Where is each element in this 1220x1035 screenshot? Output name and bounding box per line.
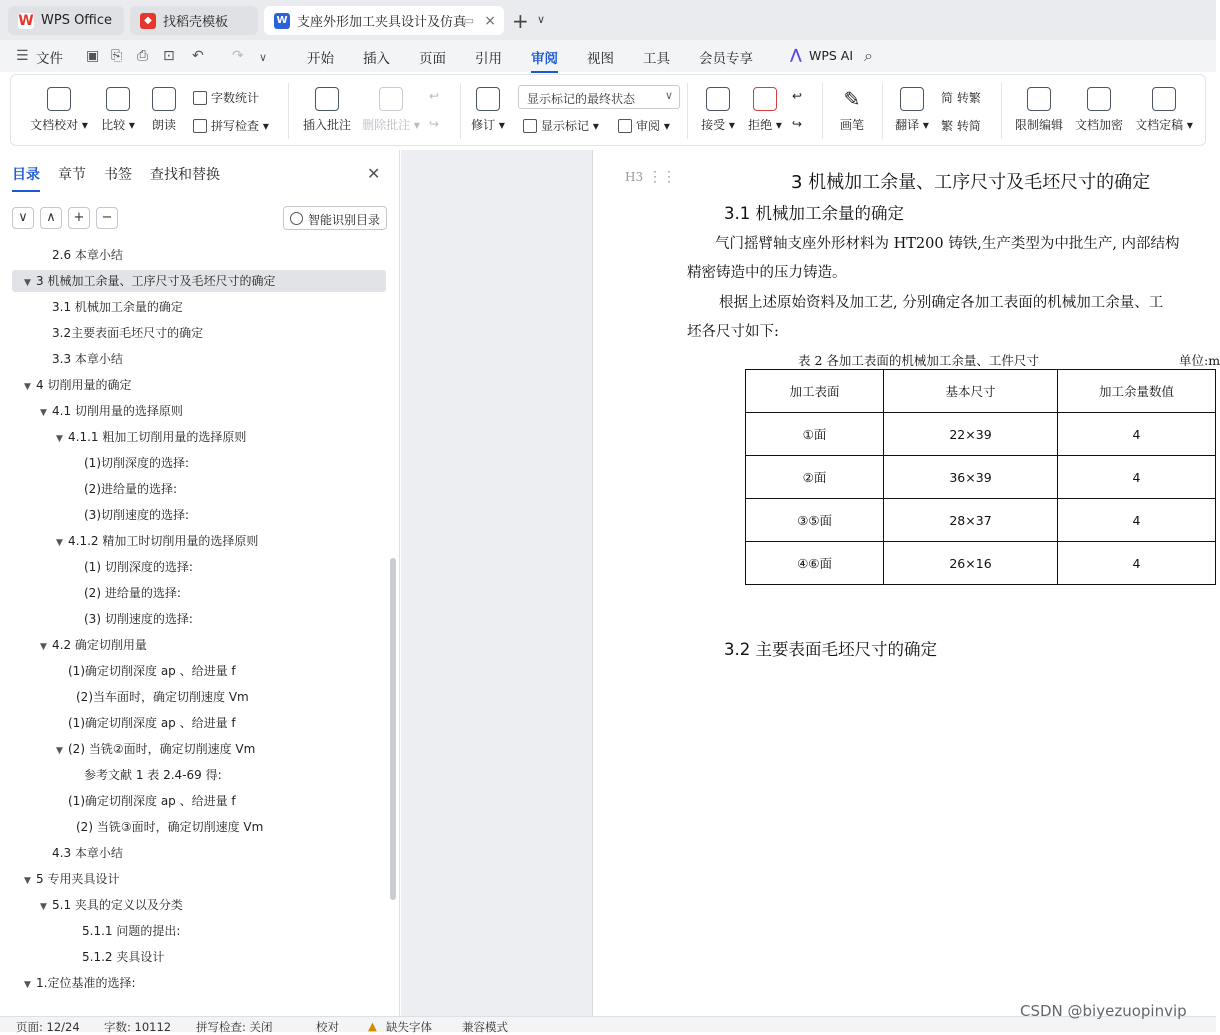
expand-up-button[interactable]: ∧ — [40, 207, 62, 229]
show-markup-label: 显示标记 — [541, 119, 590, 133]
next-change-icon[interactable]: ↪ — [792, 117, 803, 131]
divider — [288, 83, 289, 139]
menu-insert[interactable]: 插入 — [363, 51, 390, 67]
compat-mode-status: 兼容模式 — [462, 1020, 508, 1034]
collapse-all-button[interactable]: ∨ — [12, 207, 34, 229]
toc-item-label: 4.2 确定切削用量 — [52, 638, 147, 652]
toc-item[interactable] — [40, 634, 147, 656]
hamburger-icon[interactable]: ☰ — [16, 48, 29, 64]
table-header: 基本尺寸 — [884, 370, 1058, 413]
table-row — [746, 413, 1216, 456]
toc-item[interactable] — [72, 582, 181, 604]
docer-icon: ◆ — [140, 13, 156, 29]
proof-status[interactable]: 校对 — [316, 1020, 339, 1034]
close-icon[interactable]: ✕ — [367, 164, 381, 183]
finalize-icon — [1152, 87, 1176, 111]
to-simplified-label: 繁 转简 — [941, 119, 981, 133]
nav-tabs — [12, 164, 220, 184]
toc-item-label: (1)确定切削深度 ap 、给进量 f — [68, 794, 236, 808]
accept-label: 接受 — [701, 118, 726, 132]
toc-item[interactable] — [40, 296, 183, 318]
toc-item-label: 4.1.1 粗加工切削用量的选择原则 — [68, 430, 247, 444]
toc-item-label: (1) 切削深度的选择: — [84, 560, 193, 574]
nav-tab-bookmarks[interactable]: 书签 — [104, 167, 132, 183]
toc-item[interactable] — [72, 556, 193, 578]
page-indicator[interactable]: 页面: 12/24 — [16, 1020, 80, 1034]
add-heading-button[interactable]: + — [68, 207, 90, 229]
paragraph-line: 精密铸造中的压力铸造。 — [687, 265, 847, 281]
redo-icon[interactable]: ↷ — [232, 48, 244, 64]
markup-state-value: 显示标记的最终状态 — [527, 92, 636, 106]
delete-comment-label: 删除批注 — [362, 118, 411, 132]
translate-label: 翻译 — [895, 118, 920, 132]
toc-item[interactable] — [72, 452, 189, 474]
toc-item-label: 4 切削用量的确定 — [36, 378, 132, 392]
menu-file[interactable]: 文件 — [36, 51, 63, 67]
toc-item-label: 4.3 本章小结 — [52, 846, 123, 860]
to-traditional-button[interactable] — [941, 89, 981, 106]
document-page[interactable] — [592, 150, 1220, 1016]
heading-3-1: 3.1 机械加工余量的确定 — [724, 204, 904, 223]
toc-scrollbar[interactable] — [390, 558, 396, 900]
review-ribbon — [10, 74, 1206, 146]
table-row — [746, 499, 1216, 542]
word-count-icon — [193, 91, 207, 105]
toc-list — [0, 242, 392, 1012]
divider — [460, 83, 461, 139]
encrypt-icon — [1087, 87, 1111, 111]
word-count-indicator[interactable]: 字数: 10112 — [104, 1020, 172, 1034]
chevron-down-icon[interactable]: ∨ — [259, 51, 268, 64]
watermark: CSDN @biyezuopinvip — [1020, 1002, 1187, 1020]
doc-proof-label: 文档校对 — [30, 118, 79, 132]
toc-item[interactable] — [40, 348, 123, 370]
toc-item[interactable] — [72, 764, 222, 786]
table-cell: ③⑤面 — [746, 499, 884, 542]
table-cell: 4 — [1057, 456, 1215, 499]
read-aloud-icon — [152, 87, 176, 111]
heading-marker: H3 — [625, 170, 644, 184]
word-doc-icon: W — [274, 13, 290, 29]
insert-comment-icon — [315, 87, 339, 111]
table-cell: 4 — [1057, 499, 1215, 542]
menu-wps-ai[interactable]: WPS AI — [809, 48, 854, 63]
divider — [687, 83, 688, 139]
delete-comment-button[interactable]: 删除批注 ▾ — [360, 87, 422, 133]
delete-comment-icon — [379, 87, 403, 111]
toc-item-label: (2)进给量的选择: — [84, 482, 178, 496]
table-cell: 28×37 — [884, 499, 1058, 542]
expand-triangle-icon[interactable]: ▼ — [40, 902, 47, 912]
tab-label: 支座外形加工夹具设计及仿真 — [297, 15, 467, 30]
print-preview-icon[interactable]: ⊡ — [163, 48, 175, 64]
divider — [1001, 83, 1002, 139]
save-icon[interactable]: ▣ — [86, 48, 100, 64]
table-cell: ④⑥面 — [746, 542, 884, 585]
reject-button[interactable]: 拒绝 ▾ — [746, 87, 784, 133]
table-cell: 4 — [1057, 413, 1215, 456]
table-cell: 4 — [1057, 542, 1215, 585]
toc-item-label: 3 机械加工余量、工序尺寸及毛坯尺寸的确定 — [36, 274, 276, 288]
toc-item-label: 参考文献 1 表 2.4-69 得: — [84, 768, 222, 782]
menu-review[interactable]: 审阅 — [531, 47, 558, 67]
accept-button[interactable]: 接受 ▾ — [699, 87, 737, 133]
restrict-edit-button[interactable] — [1013, 87, 1065, 133]
toc-item[interactable] — [70, 920, 180, 942]
menu-page[interactable]: 页面 — [419, 51, 446, 67]
menu-bar — [0, 40, 1216, 72]
nav-tab-find-replace[interactable]: 查找和替换 — [150, 167, 220, 183]
tab-label: 找稻壳模板 — [163, 15, 229, 30]
toc-item-label: 4.1 切削用量的选择原则 — [52, 404, 183, 418]
tab-docer[interactable] — [130, 6, 258, 35]
allowance-table — [745, 369, 1216, 585]
word-count-button[interactable] — [193, 89, 259, 106]
toc-item-label: 5 专用夹具设计 — [36, 872, 120, 886]
read-aloud-button[interactable] — [147, 87, 181, 133]
menu-member[interactable]: 会员专享 — [699, 51, 753, 67]
markup-state-select[interactable] — [518, 85, 680, 109]
table-cell: 26×16 — [884, 542, 1058, 585]
review-pane-label: 审阅 — [636, 119, 661, 133]
reject-icon — [753, 87, 777, 111]
menu-view[interactable]: 视图 — [587, 51, 614, 67]
compare-label: 比较 — [101, 118, 126, 132]
expand-triangle-icon[interactable]: ▼ — [24, 980, 31, 990]
paragraph-line: 坯各尺寸如下: — [687, 324, 779, 340]
close-tab-icon[interactable]: × — [484, 12, 496, 29]
finalize-label: 文档定稿 — [1135, 118, 1184, 132]
compare-icon — [106, 87, 130, 111]
spell-check-button[interactable]: 拼写检查 ▾ — [193, 117, 269, 134]
menu-reference[interactable]: 引用 — [475, 51, 502, 67]
table-cell: ②面 — [746, 456, 884, 499]
toc-item[interactable] — [24, 972, 136, 994]
toc-item-label: 1.定位基准的选择: — [36, 976, 136, 990]
tab-wps-office[interactable] — [8, 6, 124, 35]
title-bar — [0, 0, 1216, 40]
paragraph-line: 气门摇臂轴支座外形材料为 HT200 铸铁,生产类型为中批生产, 内部结构 — [715, 236, 1180, 252]
compare-button[interactable]: 比较 ▾ — [98, 87, 138, 133]
expand-triangle-icon[interactable]: ▼ — [24, 382, 31, 392]
accept-icon — [706, 87, 730, 111]
table-cell: 22×39 — [884, 413, 1058, 456]
toc-item-label: (1)确定切削深度 ap 、给进量 f — [68, 664, 236, 678]
toc-item-label: 5.1.1 问题的提出: — [82, 924, 181, 938]
toc-item-label: 5.1 夹具的定义以及分类 — [52, 898, 183, 912]
toc-item-label: 2.6 本章小结 — [52, 248, 123, 262]
insert-comment-label: 插入批注 — [302, 118, 351, 132]
toc-item-label: (3) 切削速度的选择: — [84, 612, 193, 626]
prev-comment-icon[interactable]: ↩ — [429, 89, 440, 103]
toc-item[interactable] — [56, 790, 236, 812]
table-header: 加工表面 — [746, 370, 884, 413]
pen-button[interactable] — [835, 87, 869, 133]
to-simplified-button[interactable] — [941, 117, 981, 134]
prev-change-icon[interactable]: ↩ — [792, 89, 803, 103]
share-icon[interactable]: ⎘ — [111, 48, 123, 64]
review-pane-button[interactable]: 审阅 ▾ — [618, 117, 670, 134]
toc-item[interactable] — [64, 816, 263, 838]
toc-item[interactable] — [40, 400, 183, 422]
show-markup-button[interactable]: 显示标记 ▾ — [523, 117, 599, 134]
missing-font-status[interactable]: 缺失字体 — [386, 1020, 432, 1034]
expand-triangle-icon[interactable]: ▼ — [56, 538, 63, 548]
drag-handle-icon[interactable]: ⋮⋮ — [648, 169, 676, 185]
toc-item-label: (1)切削深度的选择: — [84, 456, 190, 470]
insert-comment-button[interactable] — [299, 87, 355, 133]
table-cell: 36×39 — [884, 456, 1058, 499]
toc-item-label: 5.1.2 夹具设计 — [82, 950, 165, 964]
read-aloud-label: 朗读 — [151, 118, 176, 132]
search-icon[interactable]: ⌕ — [864, 46, 873, 65]
nav-tab-chapters[interactable]: 章节 — [58, 167, 86, 183]
table-row — [746, 456, 1216, 499]
word-count-label: 字数统计 — [211, 91, 260, 105]
table-header-row — [746, 370, 1216, 413]
toc-item[interactable] — [40, 322, 203, 344]
next-comment-icon[interactable]: ↪ — [429, 117, 440, 131]
heading-3: 3 机械加工余量、工序尺寸及毛坯尺寸的确定 — [791, 172, 1151, 193]
toc-item[interactable] — [56, 712, 236, 734]
table-caption: 表 2 各加工表面的机械加工余量、工件尺寸 — [798, 353, 1039, 368]
toc-item[interactable] — [72, 608, 193, 630]
toc-item[interactable] — [64, 686, 249, 708]
toc-item[interactable] — [24, 374, 131, 396]
menu-tools[interactable]: 工具 — [643, 51, 670, 67]
print-icon[interactable]: ⎙ — [137, 48, 149, 64]
nav-tab-toc[interactable]: 目录 — [12, 164, 40, 184]
toc-item-label: (2) 当铣②面时，确定切削速度 Vm — [68, 742, 256, 756]
track-changes-icon — [476, 87, 500, 111]
tab-label: WPS Office — [41, 13, 113, 28]
encrypt-label: 文档加密 — [1074, 118, 1123, 132]
monitor-icon: ▭ — [463, 14, 474, 27]
pen-icon: ✎ — [843, 87, 861, 111]
smart-toc-icon — [290, 212, 303, 225]
lock-doc-icon — [1027, 87, 1051, 111]
table-row — [746, 542, 1216, 585]
show-markup-icon — [523, 119, 537, 133]
toc-item[interactable] — [40, 244, 123, 266]
toc-item-label: 3.3 本章小结 — [52, 352, 123, 366]
spell-check-icon — [193, 119, 207, 133]
track-changes-button[interactable]: 修订 ▾ — [469, 87, 507, 133]
doc-proof-icon — [47, 87, 71, 111]
toc-item[interactable] — [56, 660, 236, 682]
expand-triangle-icon[interactable]: ▼ — [40, 408, 47, 418]
chevron-down-icon: ∨ — [664, 89, 673, 102]
warning-icon: ▲ — [368, 1019, 377, 1033]
pen-label: 画笔 — [839, 118, 864, 132]
smart-toc-label: 智能识别目录 — [308, 213, 381, 227]
translate-icon — [900, 87, 924, 111]
divider — [882, 83, 883, 139]
toc-item-label: (2) 当铣③面时，确定切削速度 Vm — [76, 820, 264, 834]
toc-item-label: 4.1.2 精加工时切削用量的选择原则 — [68, 534, 259, 548]
undo-icon[interactable]: ↶ — [192, 48, 204, 64]
spell-check-status[interactable]: 拼写检查: 关闭 — [196, 1020, 273, 1034]
toc-item[interactable] — [72, 504, 189, 526]
remove-heading-button[interactable]: − — [96, 207, 118, 229]
finalize-button[interactable]: 文档定稿 ▾ — [1133, 87, 1195, 133]
toc-item[interactable] — [56, 738, 255, 760]
tab-document[interactable] — [264, 6, 504, 35]
toc-item-label: (1)确定切削深度 ap 、给进量 f — [68, 716, 236, 730]
expand-triangle-icon[interactable]: ▼ — [24, 278, 31, 288]
toc-item[interactable] — [56, 426, 246, 448]
wps-ai-icon: ⋀ — [790, 47, 802, 63]
table-unit: 单位:m — [1179, 353, 1220, 368]
toc-item[interactable] — [40, 842, 123, 864]
toc-item[interactable] — [70, 946, 164, 968]
table-cell: ①面 — [746, 413, 884, 456]
spell-check-label: 拼写检查 — [211, 119, 260, 133]
doc-proof-button[interactable]: 文档校对 ▾ — [29, 87, 89, 133]
paragraph-line: 根据上述原始资料及加工艺, 分别确定各加工表面的机械加工余量、工 — [719, 295, 1164, 311]
toc-item[interactable] — [40, 894, 183, 916]
expand-triangle-icon[interactable]: ▼ — [24, 876, 31, 886]
review-pane-icon — [618, 119, 632, 133]
track-changes-label: 修订 — [471, 118, 496, 132]
toc-item-label: 3.2主要表面毛坯尺寸的确定 — [52, 326, 204, 340]
navigation-pane — [0, 150, 400, 1016]
menu-start[interactable]: 开始 — [307, 51, 334, 67]
expand-triangle-icon[interactable]: ▼ — [40, 642, 47, 652]
heading-3-2: 3.2 主要表面毛坯尺寸的确定 — [724, 640, 937, 659]
encrypt-button[interactable] — [1073, 87, 1125, 133]
divider — [822, 83, 823, 139]
to-traditional-label: 简 转繁 — [941, 91, 981, 105]
toc-item[interactable] — [72, 478, 177, 500]
toc-item-label: (2)当车面时，确定切削速度 Vm — [76, 690, 249, 704]
new-tab-icon[interactable]: + — [512, 9, 529, 33]
smart-toc-button[interactable] — [283, 206, 387, 230]
toc-item[interactable] — [24, 868, 119, 890]
wps-logo-icon: W — [18, 12, 34, 29]
toc-item-label: (2) 进给量的选择: — [84, 586, 181, 600]
expand-triangle-icon[interactable]: ▼ — [56, 746, 63, 756]
toc-item[interactable] — [12, 270, 386, 292]
restrict-edit-label: 限制编辑 — [1014, 118, 1063, 132]
toc-item-label: (3)切削速度的选择: — [84, 508, 190, 522]
toc-item[interactable] — [56, 530, 258, 552]
reject-label: 拒绝 — [748, 118, 773, 132]
chevron-down-icon[interactable]: ∨ — [537, 13, 546, 26]
table-header: 加工余量数值 — [1057, 370, 1215, 413]
translate-button[interactable]: 翻译 ▾ — [893, 87, 931, 133]
toc-item-label: 3.1 机械加工余量的确定 — [52, 300, 183, 314]
expand-triangle-icon[interactable]: ▼ — [56, 434, 63, 444]
